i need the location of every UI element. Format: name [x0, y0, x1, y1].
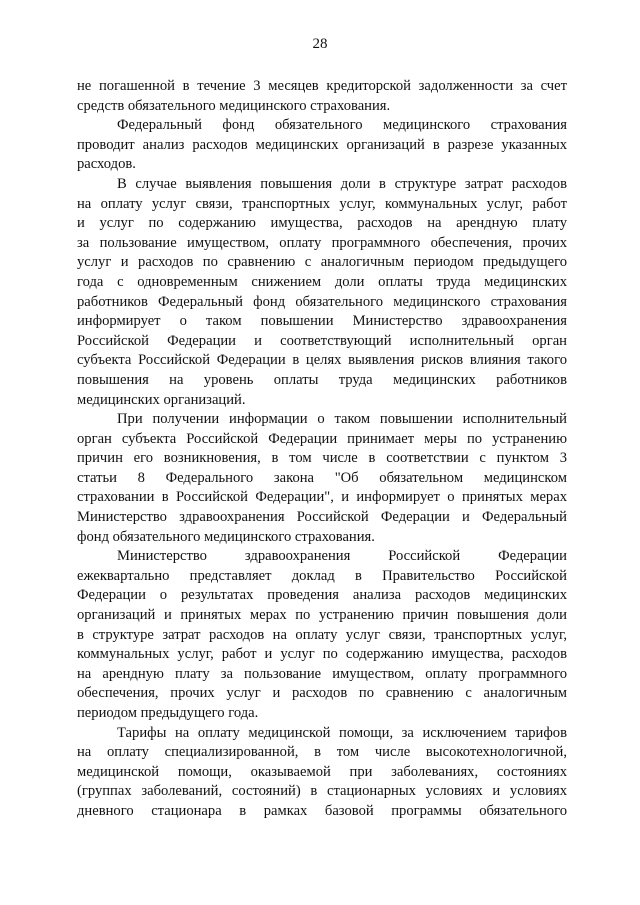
text-line: В случае выявления повышения доли в структуре затрат расходов	[117, 175, 567, 192]
text-line: медицинских организаций.	[77, 391, 246, 408]
paragraph	[77, 77, 567, 116]
text-line: за пользование имуществом, оплату программного обеспечения, прочих	[77, 234, 567, 251]
text-line: расходов.	[77, 156, 136, 173]
text-line: организаций и принятых мерах по устранению причин повышения доли	[77, 607, 567, 624]
text-line: в структуре затрат расходов на оплату услуг связи, транспортных услуг,	[77, 626, 567, 643]
text-line: года с одновременным снижением доли оплаты труда медицинских	[77, 273, 567, 290]
text-line: коммунальных услуг, работ и услуг по содержанию имущества, расходов	[77, 646, 567, 663]
text-line: Министерство здравоохранения Российской Федерации и Федеральный	[77, 509, 567, 526]
text-line: работников Федеральный фонд обязательного медицинского страхования	[77, 293, 567, 310]
paragraph	[77, 724, 567, 822]
text-line: на оплату услуг связи, транспортных услуг, коммунальных услуг, работ	[77, 195, 567, 212]
paragraph	[77, 410, 567, 547]
text-line: причин его возникновения, в том числе в соответствии с пунктом 3	[77, 450, 567, 467]
text-line: При получении информации о таком повышении исполнительный	[117, 411, 567, 428]
paragraph	[77, 175, 567, 410]
text-line: субъекта Российской Федерации в целях выявления рисков влияния такого	[77, 352, 567, 369]
text-line: средств обязательного медицинского страхования.	[77, 97, 391, 114]
text-line: на оплату специализированной, в том числе высокотехнологичной,	[77, 744, 567, 761]
text-line: обеспечения, прочих услуг и расходов по сравнению с аналогичным	[77, 685, 567, 702]
text-line: фонд обязательного медицинского страхования.	[77, 528, 375, 545]
text-line: (группах заболеваний, состояний) в стационарных условиях и условиях	[77, 783, 567, 800]
document-body	[77, 77, 567, 822]
text-line: услуг и расходов по сравнению с аналогичным периодом предыдущего	[77, 254, 567, 271]
text-line: на арендную плату за пользование имуществом, оплату программного	[77, 665, 567, 682]
text-line: проводит анализ расходов медицинских организаций в разрезе указанных	[77, 136, 567, 153]
text-line: медицинской помощи, оказываемой при заболеваниях, состояниях	[77, 763, 567, 780]
text-line: Федеральный фонд обязательного медицинского страхования	[117, 117, 567, 134]
text-line: Тарифы на оплату медицинской помощи, за исключением тарифов	[117, 724, 567, 741]
text-line: орган субъекта Российской Федерации принимает меры по устранению	[77, 430, 567, 447]
paragraph	[77, 547, 567, 723]
text-line: статьи 8 Федерального закона "Об обязательном медицинском	[77, 469, 567, 486]
text-line: ежеквартально представляет доклад в Правительство Российской	[77, 567, 567, 584]
text-line: информирует о таком повышении Министерство здравоохранения	[77, 313, 567, 330]
text-line: повышения на уровень оплаты труда медицинских работников	[77, 371, 567, 388]
text-line: Министерство здравоохранения Российской Федерации	[117, 548, 567, 565]
text-line: дневного стационара в рамках базовой программы обязательного	[77, 802, 567, 819]
page-number: 28	[312, 36, 328, 52]
text-line: и услуг по содержанию имущества, расходов на арендную плату	[77, 215, 567, 232]
paragraph	[77, 116, 567, 175]
text-line: Федерации о результатах проведения анализа расходов медицинских	[77, 587, 567, 604]
text-line: страховании в Российской Федерации", и информирует о принятых мерах	[77, 489, 567, 506]
text-line: периодом предыдущего года.	[77, 705, 259, 721]
text-line: Российской Федерации и соответствующий исполнительный орган	[77, 332, 567, 349]
text-line: не погашенной в течение 3 месяцев кредиторской задолженности за счет	[77, 78, 567, 94]
